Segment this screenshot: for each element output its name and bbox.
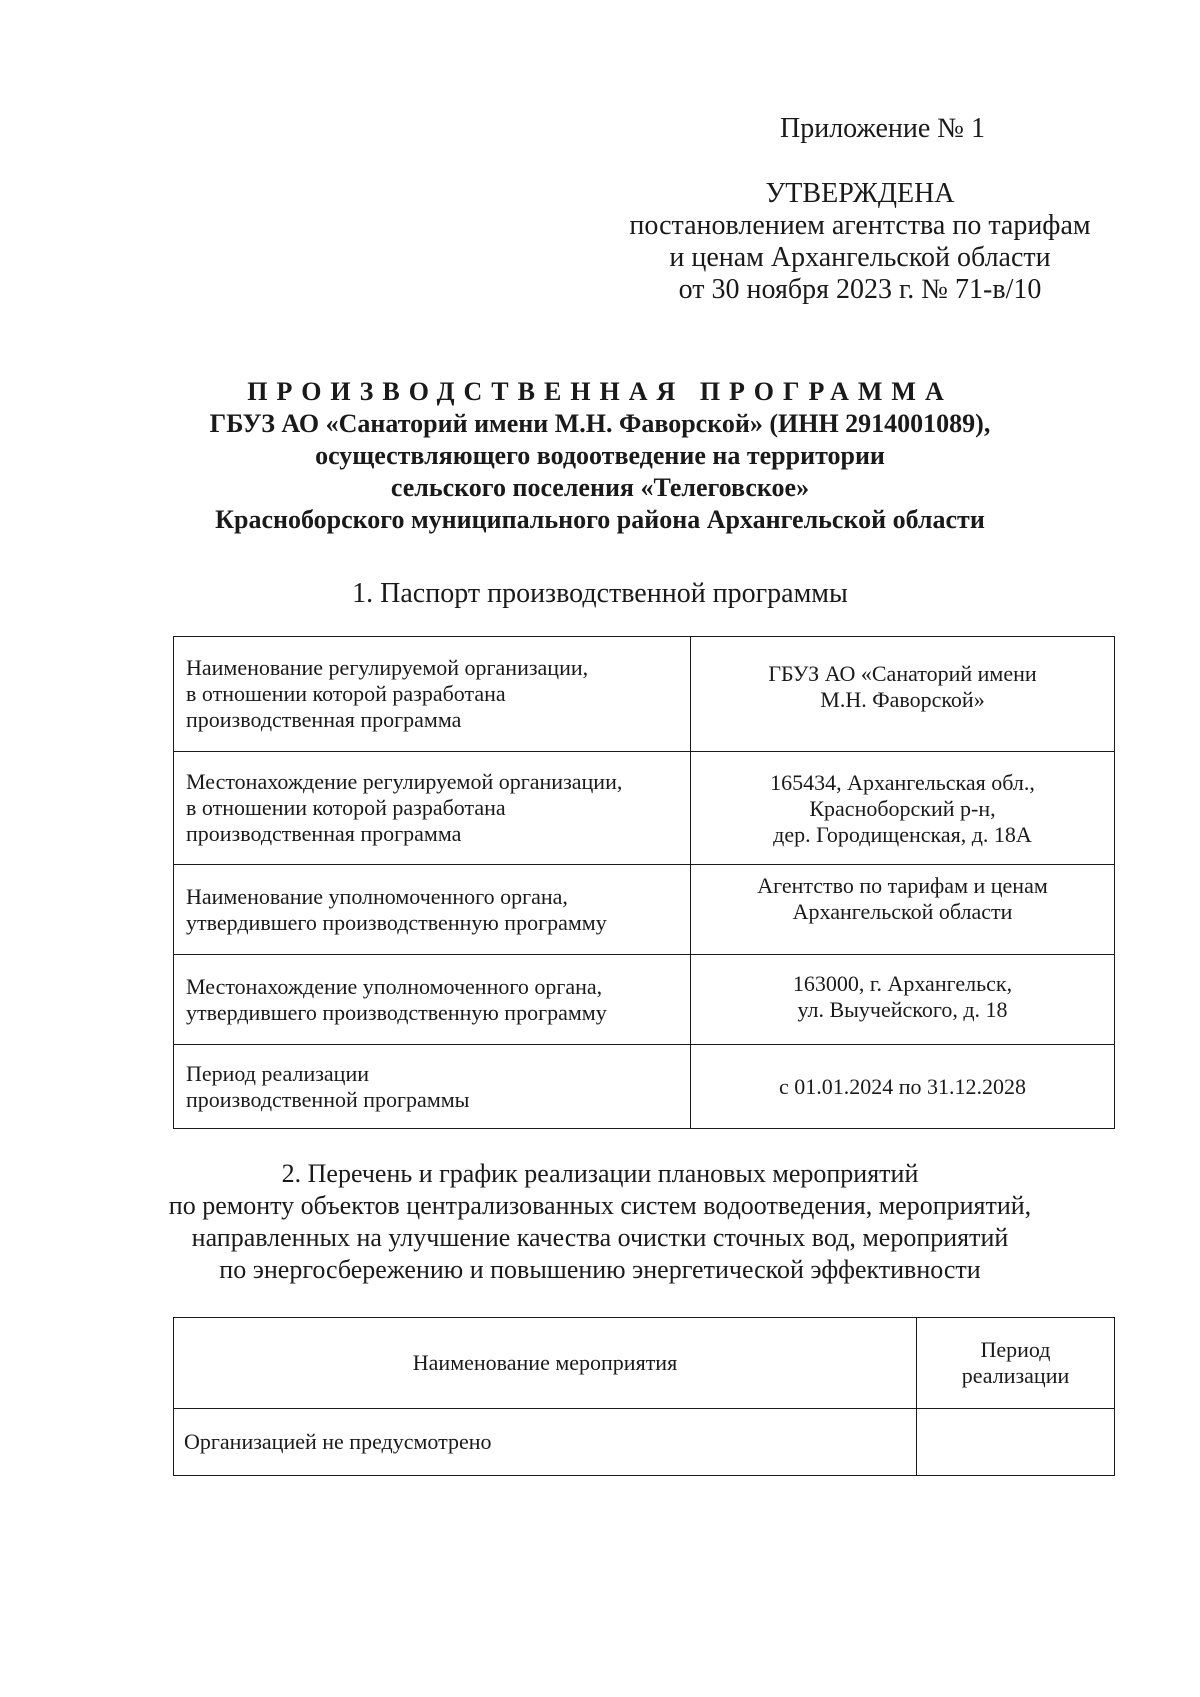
cell-text: Период: [980, 1337, 1051, 1362]
cell-text: 165434, Архангельская обл.,: [770, 770, 1035, 795]
cell-text: утвердившего производственную программу: [186, 999, 607, 1025]
cell-text: утвердившего производственную программу: [186, 909, 607, 935]
table-header-row: [174, 1318, 1115, 1409]
cell-text: Красноборский р-н,: [809, 796, 996, 821]
approval-line: от 30 ноября 2023 г. № 71-в/10: [678, 274, 1042, 305]
table-row: [174, 752, 1115, 865]
cell-text: 163000, г. Архангельск,: [792, 971, 1013, 996]
passport-value-cell: [691, 752, 1115, 865]
heading-line: 2. Перечень и график реализации плановых мероприятий: [281, 1159, 919, 1188]
measures-table: [173, 1317, 1115, 1476]
approval-title: УТВЕРЖДЕНА: [765, 178, 955, 209]
passport-value-cell: [691, 637, 1115, 752]
approval-line: постановлением агентства по тарифам: [629, 210, 1091, 241]
appendix-label: Приложение № 1: [780, 113, 985, 144]
title-line: сельского поселения «Телеговское»: [390, 473, 810, 502]
cell-text: Период реализации: [186, 1060, 370, 1086]
passport-value-cell: [691, 955, 1115, 1045]
title-line: осуществляющего водоотведение на территории: [315, 441, 885, 470]
cell-text: с 01.01.2024 по 31.12.2028: [778, 1073, 1027, 1099]
passport-table: [173, 636, 1115, 1129]
cell-text: Агентство по тарифам и ценам: [757, 873, 1048, 898]
cell-text: ГБУЗ АО «Санаторий имени: [768, 661, 1037, 686]
cell-text: дер. Городищенская, д. 18А: [773, 822, 1032, 847]
cell-text: в отношении которой разработана: [186, 681, 506, 706]
table-row: [174, 955, 1115, 1045]
measure-name-cell: Организацией не предусмотрено: [174, 1409, 917, 1476]
cell-text: М.Н. Фаворской»: [820, 687, 985, 712]
document-title: [150, 376, 1050, 536]
approval-block: [600, 178, 1120, 306]
table-row: [174, 1409, 1115, 1476]
table-row: [174, 637, 1115, 752]
cell-text: производственная программа: [186, 707, 462, 732]
passport-label-cell: [174, 955, 691, 1045]
passport-value-cell: [691, 1045, 1115, 1129]
title-line: Красноборского муниципального района Архангельской области: [215, 505, 985, 534]
passport-label-cell: [174, 1045, 691, 1129]
title-heading: ПРОИЗВОДСТВЕННАЯ ПРОГРАММА: [247, 377, 953, 406]
title-line: ГБУЗ АО «Санаторий имени М.Н. Фаворской» (ИНН 2914001089),: [209, 409, 991, 438]
cell-text: Местонахождение уполномоченного органа,: [186, 973, 603, 999]
heading-line: по энергосбережению и повышению энергетической эффективности: [219, 1255, 981, 1284]
cell-text: в отношении которой разработана: [186, 795, 506, 820]
measure-period-cell: [917, 1409, 1115, 1476]
passport-label-cell: [174, 752, 691, 865]
cell-text: Наименование уполномоченного органа,: [186, 883, 568, 909]
cell-text: Наименование регулируемой организации,: [186, 655, 589, 680]
table-row: [174, 865, 1115, 955]
column-header-period: [917, 1318, 1115, 1409]
cell-text: реализации: [961, 1363, 1070, 1388]
passport-label-cell: [174, 637, 691, 752]
passport-value-cell: [691, 865, 1115, 955]
column-header-name: Наименование мероприятия: [174, 1318, 917, 1409]
passport-label-cell: [174, 865, 691, 955]
cell-text: производственной программы: [186, 1086, 470, 1112]
cell-text: производственная программа: [186, 821, 462, 846]
heading-line: направленных на улучшение качества очистки сточных вод, мероприятий: [191, 1223, 1009, 1252]
heading-line: по ремонту объектов централизованных систем водоотведения, мероприятий,: [168, 1191, 1032, 1220]
section1-heading: 1. Паспорт производственной программы: [352, 578, 848, 609]
cell-text: Архангельской области: [792, 899, 1013, 924]
cell-text: ул. Выучейского, д. 18: [797, 997, 1008, 1022]
section2-heading: [150, 1158, 1050, 1286]
approval-line: и ценам Архангельской области: [669, 242, 1051, 273]
table-row: [174, 1045, 1115, 1129]
cell-text: Местонахождение регулируемой организации,: [186, 769, 623, 794]
